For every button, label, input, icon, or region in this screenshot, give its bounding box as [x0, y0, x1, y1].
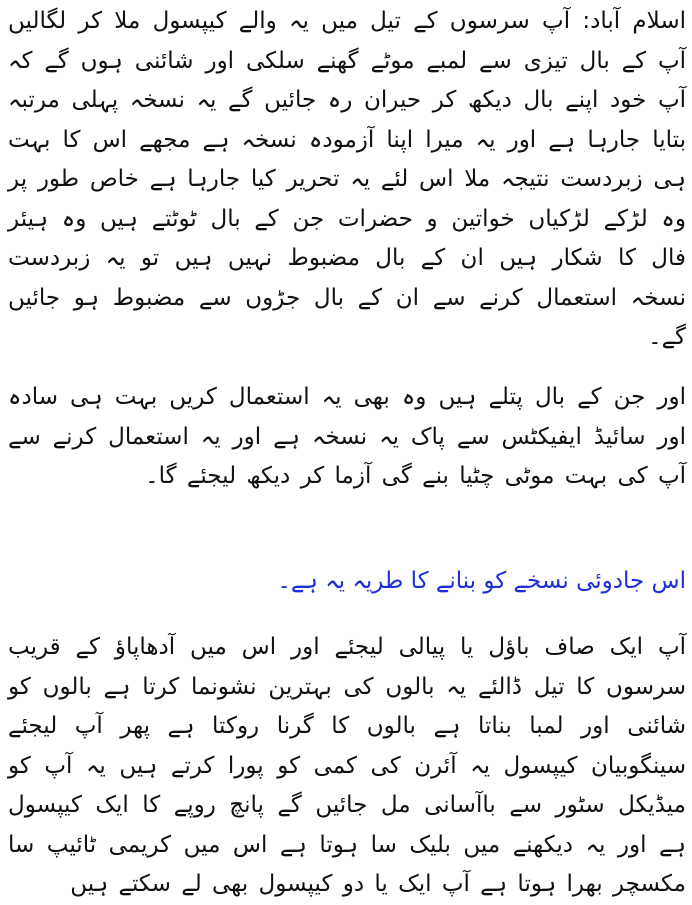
article-paragraph-thin-hair: اور جن کے بال پتلے ہیں وہ بھی یہ استعمال کریں بہت ہی سادہ اور سائیڈ ایفیکٹس سے پاک یہ نسخہ ہے اور یہ استعمال کرنے سے آپ کی بہت موٹی چٹیا بنے گی آزما کر دیکھ لیجئے گا۔: [8, 384, 686, 489]
section-heading-recipe: اس جادوئی نسخے کو بنانے کا طریہ یہ ہے۔: [277, 568, 686, 594]
article-paragraph-method: آپ ایک صاف باؤل یا پیالی لیجئے اور اس میں آدھاپاؤ کے قریب سرسوں کا تیل ڈالئے یہ بالوں کی بہترین نشونما کرتا ہے بالوں کو شائنی اور لمبا بناتا ہے بالوں کا گرنا روکتا ہے پھر آپ لیجئے سینگوبیان کیپسول یہ آئرن کی کمی کو پورا کرتے ہیں یہ آپ کو میڈیکل سٹور سے باآسانی مل جائیں گے پانچ روپے کا ایک کیپسول ہے اور یہ دیکھنے میں بلیک سا ہوتا ہے اس میں کریمی ٹائیپ سا مکسچر بھرا ہوتا ہے آپ ایک یا دو کیپسول بھی لے سکتے ہیں: [8, 634, 686, 897]
article-paragraph-intro: اسلام آباد: آپ سرسوں کے تیل میں یہ والے کیپسول ملا کر لگالیں آپ کے بال تیزی سے لمبے موٹے گھنے سلکی اور شائنی ہوں گے کہ آپ خود اپنے بال دیکھ کر حیران رہ جائیں گے یہ نسخہ پہلی مرتبہ بتایا جارہا ہے اور یہ میرا اپنا آزمودہ نسخہ ہے مجھے اس کا بہت ہی زبردست نتیجہ ملا اس لئے یہ تحریر کیا جارہا ہے خاص طور پر وہ لڑکے لڑکیاں خواتین و حضرات جن کے بال ٹوٹتے ہیں وہ ہیئر فال کا شکار ہیں ان کے بال مضبوط نہیں ہیں تو یہ زبردست نسخہ استعمال کرنے سے ان کے بال جڑوں سے مضبوط ہو جائیں گے۔: [8, 8, 686, 350]
